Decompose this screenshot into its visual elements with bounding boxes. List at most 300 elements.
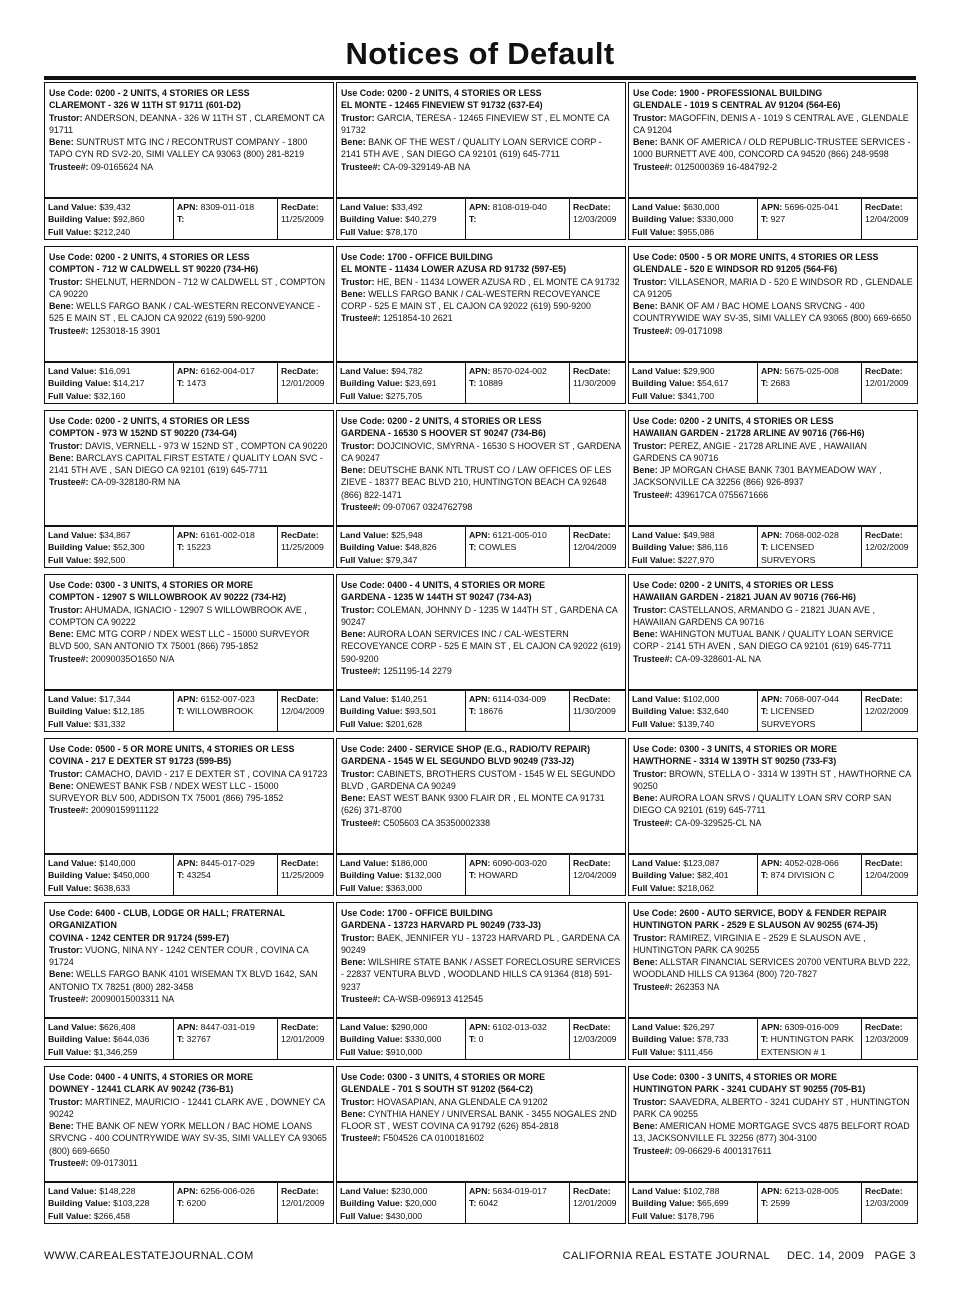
building-value: $20,000	[405, 1198, 437, 1209]
building-value-label: Building Value:	[48, 870, 111, 881]
values-cell	[629, 1183, 757, 1223]
recdate-value: 11/25/2009	[281, 214, 324, 225]
trustor-line	[633, 112, 913, 137]
parcel-cell	[465, 363, 569, 403]
land-value-line	[340, 693, 462, 705]
tract-line	[469, 377, 566, 389]
tract-value: COWLES	[478, 542, 517, 553]
recdate-cell	[861, 1019, 917, 1059]
apn-value: 6213-028-005	[784, 1186, 839, 1196]
beneficiary-label: Bene:	[633, 1121, 658, 1132]
property-address: GLENDALE - 701 S SOUTH ST 91202 (564-C2)	[341, 1084, 533, 1095]
recdate-label: RecDate:	[281, 1186, 319, 1196]
building-value-line	[632, 1197, 754, 1209]
recdate-cell	[277, 363, 333, 403]
tract-label: T:	[469, 706, 477, 717]
building-value-line	[632, 213, 754, 225]
full-value-label: Full Value:	[340, 718, 384, 729]
property-address: HAWAIIAN GARDEN - 21821 JUAN AV 90716 (766-H6)	[633, 592, 856, 603]
full-value-line	[48, 882, 170, 894]
tract-label: T:	[469, 870, 477, 881]
parcel-cell	[757, 855, 861, 895]
use-code: Use Code: 0300 - 3 UNITS, 4 STORIES OR MORE	[633, 1072, 838, 1082]
tract-label: T:	[469, 214, 477, 225]
use-code: Use Code: 0300 - 3 UNITS, 4 STORIES OR MORE	[341, 1072, 546, 1082]
building-value: $93,501	[405, 706, 437, 717]
trustee-number-label: Trustee#:	[633, 325, 673, 336]
beneficiary-value: BANK OF THE WEST / QUALITY LOAN SERVICE CORP - 2141 5TH AVE , SAN DIEGO CA 92101 (619) 645-7711	[341, 137, 602, 160]
parcel-cell	[757, 1019, 861, 1059]
apn-line	[761, 529, 858, 541]
building-value: $103,228	[113, 1198, 150, 1209]
trustee-number-value: CA-09-329525-CL NA	[674, 817, 762, 828]
building-value-label: Building Value:	[340, 870, 403, 881]
tract-label: T:	[469, 542, 477, 553]
beneficiary-label: Bene:	[49, 969, 74, 980]
notice-card	[336, 410, 626, 574]
beneficiary-value: BANK OF AM / BAC HOME LOANS SRVCNG - 400 COUNTRYWIDE WAY SV-35, SIMI VALLEY CA 93065 (800) 669-6650	[633, 301, 912, 324]
full-value: $111,456	[677, 1046, 713, 1057]
building-value-label: Building Value:	[340, 706, 403, 717]
land-value: $630,000	[683, 202, 720, 212]
full-value-label: Full Value:	[632, 226, 676, 237]
full-value-label: Full Value:	[632, 554, 676, 565]
notice-card	[628, 902, 918, 1066]
trustee-number-line	[341, 501, 621, 513]
building-value-label: Building Value:	[340, 542, 403, 553]
notice-card	[628, 574, 918, 738]
beneficiary-value: AMERICAN HOME MORTGAGE SVCS 4875 BELFORT ROAD 13, JACKSONVILLE FL 32256 (877) 304-3100	[633, 1121, 910, 1144]
valuation-row	[628, 1018, 918, 1060]
building-value: $40,279	[405, 214, 437, 225]
beneficiary-line	[633, 464, 913, 489]
trustee-number-line	[341, 161, 621, 173]
trustee-number-value: 09-0173011	[90, 1158, 138, 1169]
trustee-number-value: 439617CA 0755671666	[674, 489, 769, 500]
recdate-label: RecDate:	[573, 1186, 611, 1196]
full-value-line	[48, 390, 170, 402]
tract-label: T:	[761, 706, 769, 717]
recdate-value: 12/04/2009	[865, 214, 909, 225]
tract-line	[177, 377, 274, 389]
apn-value: 8570-024-002	[492, 366, 547, 376]
trustee-number-line	[341, 665, 621, 677]
apn-line	[177, 1021, 274, 1033]
beneficiary-label: Bene:	[341, 1108, 366, 1119]
tract-line	[761, 541, 858, 566]
tract-label: T:	[177, 870, 185, 881]
trustor-line	[49, 1096, 329, 1121]
apn-label: APN:	[469, 694, 491, 704]
land-value-label: Land Value:	[48, 366, 97, 376]
building-value-line	[48, 705, 170, 717]
values-cell	[629, 199, 757, 239]
land-value-label: Land Value:	[632, 1186, 681, 1196]
beneficiary-line	[49, 780, 329, 805]
property-address: COMPTON - 12907 S WILLOWBROOK AV 90222 (734-H2)	[49, 592, 287, 603]
beneficiary-line	[49, 628, 329, 653]
recdate-value: 12/02/2009	[865, 542, 909, 553]
tract-value: LICENSED SURVEYORS	[761, 706, 816, 729]
notice-card	[628, 246, 918, 410]
notice-card	[628, 1066, 918, 1230]
apn-line	[177, 201, 274, 213]
tract-value: HUNTINGTON PARK EXTENSION # 1	[761, 1034, 854, 1057]
recdate-cell	[861, 691, 917, 731]
notice-details	[44, 246, 334, 362]
trustee-number-value: 09-06629-6 4001317611	[674, 1145, 772, 1156]
apn-line	[469, 529, 566, 541]
trustee-number-line	[49, 653, 329, 665]
land-value: $26,297	[683, 1022, 715, 1032]
tract-label: T:	[177, 706, 185, 717]
apn-label: APN:	[177, 530, 199, 540]
beneficiary-line	[49, 300, 329, 325]
tract-line	[761, 705, 858, 730]
trustor-value: BAEK, JENNIFER YU - 13723 HARVARD PL , GARDENA CA 90249	[341, 932, 620, 955]
parcel-cell	[465, 527, 569, 567]
notice-details	[44, 738, 334, 854]
apn-value: 5634-019-017	[492, 1186, 547, 1196]
recdate-label: RecDate:	[573, 858, 611, 868]
notice-card	[336, 738, 626, 902]
notice-card	[44, 82, 334, 246]
land-value-line	[632, 857, 754, 869]
trustee-number-value: 20090015003311 NA	[90, 994, 175, 1005]
trustee-number-label: Trustee#:	[341, 666, 381, 677]
recdate-value: 12/04/2009	[281, 706, 325, 717]
land-value: $102,000	[683, 694, 720, 704]
trustor-line	[49, 112, 329, 137]
trustee-number-label: Trustee#:	[49, 805, 89, 816]
apn-line	[469, 201, 566, 213]
land-value: $34,867	[99, 530, 131, 540]
trustor-value: CAMACHO, DAVID - 217 E DEXTER ST , COVINA CA 91723	[85, 768, 328, 779]
apn-value: 7068-007-044	[784, 694, 839, 704]
land-value-line	[340, 857, 462, 869]
trustor-value: SAAVEDRA, ALBERTO - 3241 CUDAHY ST , HUNTINGTON PARK CA 90255	[633, 1096, 910, 1119]
full-value: $31,332	[93, 718, 126, 729]
valuation-row	[336, 198, 626, 240]
full-value-line	[340, 1210, 462, 1222]
notice-card	[628, 82, 918, 246]
use-code: Use Code: 0200 - 2 UNITS, 4 STORIES OR LESS	[341, 88, 542, 98]
notice-details	[628, 738, 918, 854]
building-value-label: Building Value:	[48, 214, 111, 225]
land-value: $25,948	[391, 530, 423, 540]
recdate-label: RecDate:	[281, 202, 319, 212]
property-address: CLAREMONT - 326 W 11TH ST 91711 (601-D2)	[49, 100, 241, 111]
tract-line	[761, 377, 858, 389]
beneficiary-value: DEUTSCHE BANK NTL TRUST CO / LAW OFFICES OF LES ZIEVE - 18377 BEAC BLVD 210, HUNTINGTON BEACH CA 92648 (866) 822-1471	[341, 465, 612, 500]
full-value-line	[632, 390, 754, 402]
valuation-row	[44, 526, 334, 568]
apn-line	[469, 365, 566, 377]
beneficiary-value: ALLSTAR FINANCIAL SERVICES 20700 VENTURA BLVD 222, WOODLAND HILLS CA 91364 (800) 720-7827	[633, 957, 911, 980]
trustor-label: Trustor:	[49, 112, 83, 123]
land-value-line	[632, 1185, 754, 1197]
parcel-cell	[757, 691, 861, 731]
tract-line	[761, 869, 858, 881]
parcel-cell	[173, 855, 277, 895]
trustee-number-line	[341, 1132, 621, 1144]
building-value-line	[340, 213, 462, 225]
trustor-line	[341, 112, 621, 137]
recdate-label: RecDate:	[281, 1022, 319, 1032]
full-value: $955,086	[677, 226, 715, 237]
building-value-line	[632, 869, 754, 881]
trustor-line	[633, 276, 913, 301]
recdate-label: RecDate:	[865, 1022, 903, 1032]
valuation-row	[628, 526, 918, 568]
full-value-line	[340, 1046, 462, 1058]
trustor-value: VILLASENOR, MARIA D - 520 E WINDSOR RD , GLENDALE CA 91205	[633, 276, 913, 299]
valuation-row	[336, 1182, 626, 1224]
trustor-line	[49, 604, 329, 629]
beneficiary-value: WILSHIRE STATE BANK / ASSET FORECLOSURE SERVICES - 22837 VENTURA BLVD , WOODLAND HILLS CA 91364 (818) 591-9237	[341, 957, 621, 992]
use-code: Use Code: 2600 - AUTO SERVICE, BODY & FENDER REPAIR	[633, 908, 887, 918]
values-cell	[337, 691, 465, 731]
trustee-number-value: CA-09-329149-AB NA	[382, 161, 471, 172]
building-value-line	[48, 541, 170, 553]
building-value: $12,185	[113, 706, 145, 717]
full-value-line	[340, 554, 462, 566]
land-value-line	[632, 201, 754, 213]
trustor-value: CASTELLANOS, ARMANDO G - 21821 JUAN AVE , HAWAIIAN GARDENS CA 90716	[633, 604, 875, 627]
beneficiary-label: Bene:	[633, 793, 658, 804]
full-value: $201,628	[385, 718, 423, 729]
apn-line	[469, 857, 566, 869]
recdate-cell	[277, 199, 333, 239]
building-value-line	[340, 1197, 462, 1209]
full-value: $78,170	[385, 226, 418, 237]
land-value: $290,000	[391, 1022, 428, 1032]
beneficiary-value: WAHINGTON MUTUAL BANK / QUALITY LOAN SERVICE CORP - 2141 5TH AVEN , SAN DIEGO CA 92101 (619) 645-7711	[633, 629, 894, 652]
notice-card	[44, 410, 334, 574]
beneficiary-label: Bene:	[341, 629, 366, 640]
full-value-line	[632, 226, 754, 238]
apn-label: APN:	[469, 1022, 491, 1032]
building-value-label: Building Value:	[340, 1034, 403, 1045]
beneficiary-line	[633, 1120, 913, 1145]
beneficiary-line	[341, 464, 621, 501]
apn-label: APN:	[761, 694, 783, 704]
building-value-label: Building Value:	[340, 1198, 403, 1209]
building-value: $23,691	[405, 378, 437, 389]
notice-card	[336, 246, 626, 410]
full-value-label: Full Value:	[48, 554, 92, 565]
trustor-value: CABINETS, BROTHERS CUSTOM - 1545 W EL SEGUNDO BLVD , GARDENA CA 90249	[341, 768, 616, 791]
use-code: Use Code: 0200 - 2 UNITS, 4 STORIES OR LESS	[49, 416, 250, 426]
full-value-line	[48, 718, 170, 730]
use-code: Use Code: 0400 - 4 UNITS, 4 STORIES OR MORE	[49, 1072, 254, 1082]
land-value: $186,000	[391, 858, 428, 868]
tract-line	[469, 705, 566, 717]
notice-details	[44, 574, 334, 690]
tract-value: LICENSED SURVEYORS	[761, 542, 816, 565]
trustor-value: SHELNUT, HERNDON - 712 W CALDWELL ST , COMPTON CA 90220	[49, 276, 325, 299]
land-value-line	[340, 201, 462, 213]
land-value-line	[632, 693, 754, 705]
tract-label: T:	[177, 214, 185, 225]
tract-label: T:	[469, 378, 477, 389]
trustor-line	[49, 440, 329, 452]
land-value-line	[48, 1185, 170, 1197]
notice-card	[44, 738, 334, 902]
beneficiary-label: Bene:	[633, 957, 658, 968]
use-code: Use Code: 0500 - 5 OR MORE UNITS, 4 STORIES OR LESS	[49, 744, 295, 754]
trustor-line	[341, 1096, 621, 1108]
building-value-label: Building Value:	[632, 542, 695, 553]
trustor-value: VUONG, NINA NY - 1242 CENTER COUR , COVINA CA 91724	[49, 944, 309, 968]
tract-value: 927	[770, 214, 786, 225]
trustor-value: COLEMAN, JOHNNY D - 1235 W 144TH ST , GARDENA CA 90247	[341, 604, 618, 627]
recdate-value: 12/01/2009	[281, 378, 325, 389]
tract-value: 10889	[478, 378, 503, 389]
apn-line	[177, 857, 274, 869]
trustee-number-line	[633, 981, 913, 993]
use-code: Use Code: 0400 - 4 UNITS, 4 STORIES OR MORE	[341, 580, 546, 590]
use-code: Use Code: 2400 - SERVICE SHOP (E.G., RADIO/TV REPAIR)	[341, 744, 591, 754]
notice-details	[44, 902, 334, 1018]
apn-value: 5675-025-008	[784, 366, 839, 376]
recdate-label: RecDate:	[865, 858, 903, 868]
land-value-label: Land Value:	[48, 202, 97, 212]
valuation-row	[44, 198, 334, 240]
recdate-value: 12/04/2009	[573, 870, 617, 881]
tract-value: HOWARD	[478, 870, 518, 881]
property-address: EL MONTE - 12465 FINEVIEW ST 91732 (637-E4)	[341, 100, 543, 111]
full-value-line	[632, 1210, 754, 1222]
building-value-line	[48, 1197, 170, 1209]
parcel-cell	[173, 1019, 277, 1059]
trustor-line	[633, 604, 913, 629]
apn-line	[469, 693, 566, 705]
valuation-row	[628, 854, 918, 896]
notice-details	[628, 246, 918, 362]
tract-value: 2599	[770, 1198, 790, 1209]
full-value: $1,346,259	[93, 1046, 138, 1057]
land-value-label: Land Value:	[340, 694, 389, 704]
recdate-cell	[861, 855, 917, 895]
trustee-number-label: Trustee#:	[633, 817, 673, 828]
notice-card	[336, 574, 626, 738]
valuation-row	[628, 690, 918, 732]
recdate-value: 12/01/2009	[281, 1034, 325, 1045]
trustor-label: Trustor:	[341, 768, 375, 779]
notice-card	[44, 574, 334, 738]
trustee-number-label: Trustee#:	[633, 653, 673, 664]
trustor-line	[341, 768, 621, 793]
tract-label: T:	[761, 214, 769, 225]
apn-label: APN:	[469, 366, 491, 376]
tract-value: 2683	[770, 378, 790, 389]
trustee-number-label: Trustee#:	[341, 313, 381, 324]
building-value-label: Building Value:	[632, 706, 695, 717]
full-value-line	[632, 1046, 754, 1058]
trustor-line	[633, 932, 913, 957]
notice-details	[336, 902, 626, 1018]
tract-value: 32767	[186, 1034, 211, 1045]
parcel-cell	[173, 691, 277, 731]
building-value-label: Building Value:	[48, 542, 111, 553]
recdate-cell	[277, 1019, 333, 1059]
land-value-label: Land Value:	[340, 530, 389, 540]
values-cell	[337, 1019, 465, 1059]
notice-card	[44, 246, 334, 410]
apn-label: APN:	[177, 1022, 199, 1032]
beneficiary-label: Bene:	[49, 137, 74, 148]
recdate-cell	[861, 199, 917, 239]
land-value-label: Land Value:	[48, 858, 97, 868]
full-value-label: Full Value:	[48, 1210, 92, 1221]
apn-value: 8108-019-040	[492, 202, 547, 212]
trustor-line	[341, 276, 621, 288]
trustee-number-label: Trustee#:	[49, 161, 89, 172]
parcel-cell	[465, 1183, 569, 1223]
building-value-label: Building Value:	[48, 1198, 111, 1209]
apn-value: 6121-005-010	[492, 530, 547, 540]
trustee-number-value: 09-0165624 NA	[90, 161, 154, 172]
footer-website: WWW.CAREALESTATEJOURNAL.COM	[44, 1250, 254, 1262]
land-value: $29,900	[683, 366, 715, 376]
building-value-label: Building Value:	[632, 378, 695, 389]
beneficiary-label: Bene:	[341, 288, 366, 299]
trustee-number-line	[49, 325, 329, 337]
property-address: GLENDALE - 520 E WINDSOR RD 91205 (564-F6)	[633, 264, 838, 275]
full-value-label: Full Value:	[340, 1046, 384, 1057]
building-value: $52,300	[113, 542, 145, 553]
apn-value: 6152-007-023	[200, 694, 255, 704]
trustee-number-label: Trustee#:	[633, 981, 673, 992]
trustee-number-line	[49, 993, 329, 1005]
beneficiary-line	[49, 968, 329, 993]
notice-card	[628, 738, 918, 902]
trustee-number-label: Trustee#:	[341, 161, 381, 172]
land-value: $39,432	[99, 202, 131, 212]
beneficiary-value: WELLS FARGO BANK / CAL-WESTERN RECOVEYANCE CORP - 525 E MAIN ST , EL CAJON CA 92022 (619) 590-9200	[341, 288, 601, 312]
full-value-label: Full Value:	[48, 1046, 92, 1057]
trustor-line	[633, 1096, 913, 1121]
apn-label: APN:	[469, 1186, 491, 1196]
trustee-number-label: Trustee#:	[341, 502, 381, 513]
property-address: DOWNEY - 12441 CLARK AV 90242 (736-B1)	[49, 1084, 234, 1095]
trustee-number-label: Trustee#:	[341, 1133, 381, 1144]
apn-line	[761, 201, 858, 213]
values-cell	[45, 1019, 173, 1059]
apn-line	[469, 1185, 566, 1197]
notice-details	[628, 902, 918, 1018]
trustor-label: Trustor:	[341, 440, 375, 451]
recdate-label: RecDate:	[281, 858, 319, 868]
building-value: $32,640	[697, 706, 729, 717]
recdate-value: 11/30/2009	[573, 378, 616, 389]
apn-value: 6090-003-020	[492, 858, 547, 868]
tract-line	[761, 213, 858, 225]
land-value-label: Land Value:	[632, 858, 681, 868]
tract-line	[177, 213, 274, 225]
apn-label: APN:	[177, 858, 199, 868]
building-value: $92,860	[113, 214, 145, 225]
trustee-number-label: Trustee#:	[49, 477, 89, 488]
valuation-row	[336, 690, 626, 732]
building-value: $132,000	[405, 870, 442, 881]
apn-label: APN:	[761, 1022, 783, 1032]
notice-details	[336, 574, 626, 690]
property-address: HUNTINGTON PARK - 2529 E SLAUSON AV 90255 (674-J5)	[633, 920, 878, 931]
valuation-row	[628, 198, 918, 240]
valuation-row	[44, 362, 334, 404]
